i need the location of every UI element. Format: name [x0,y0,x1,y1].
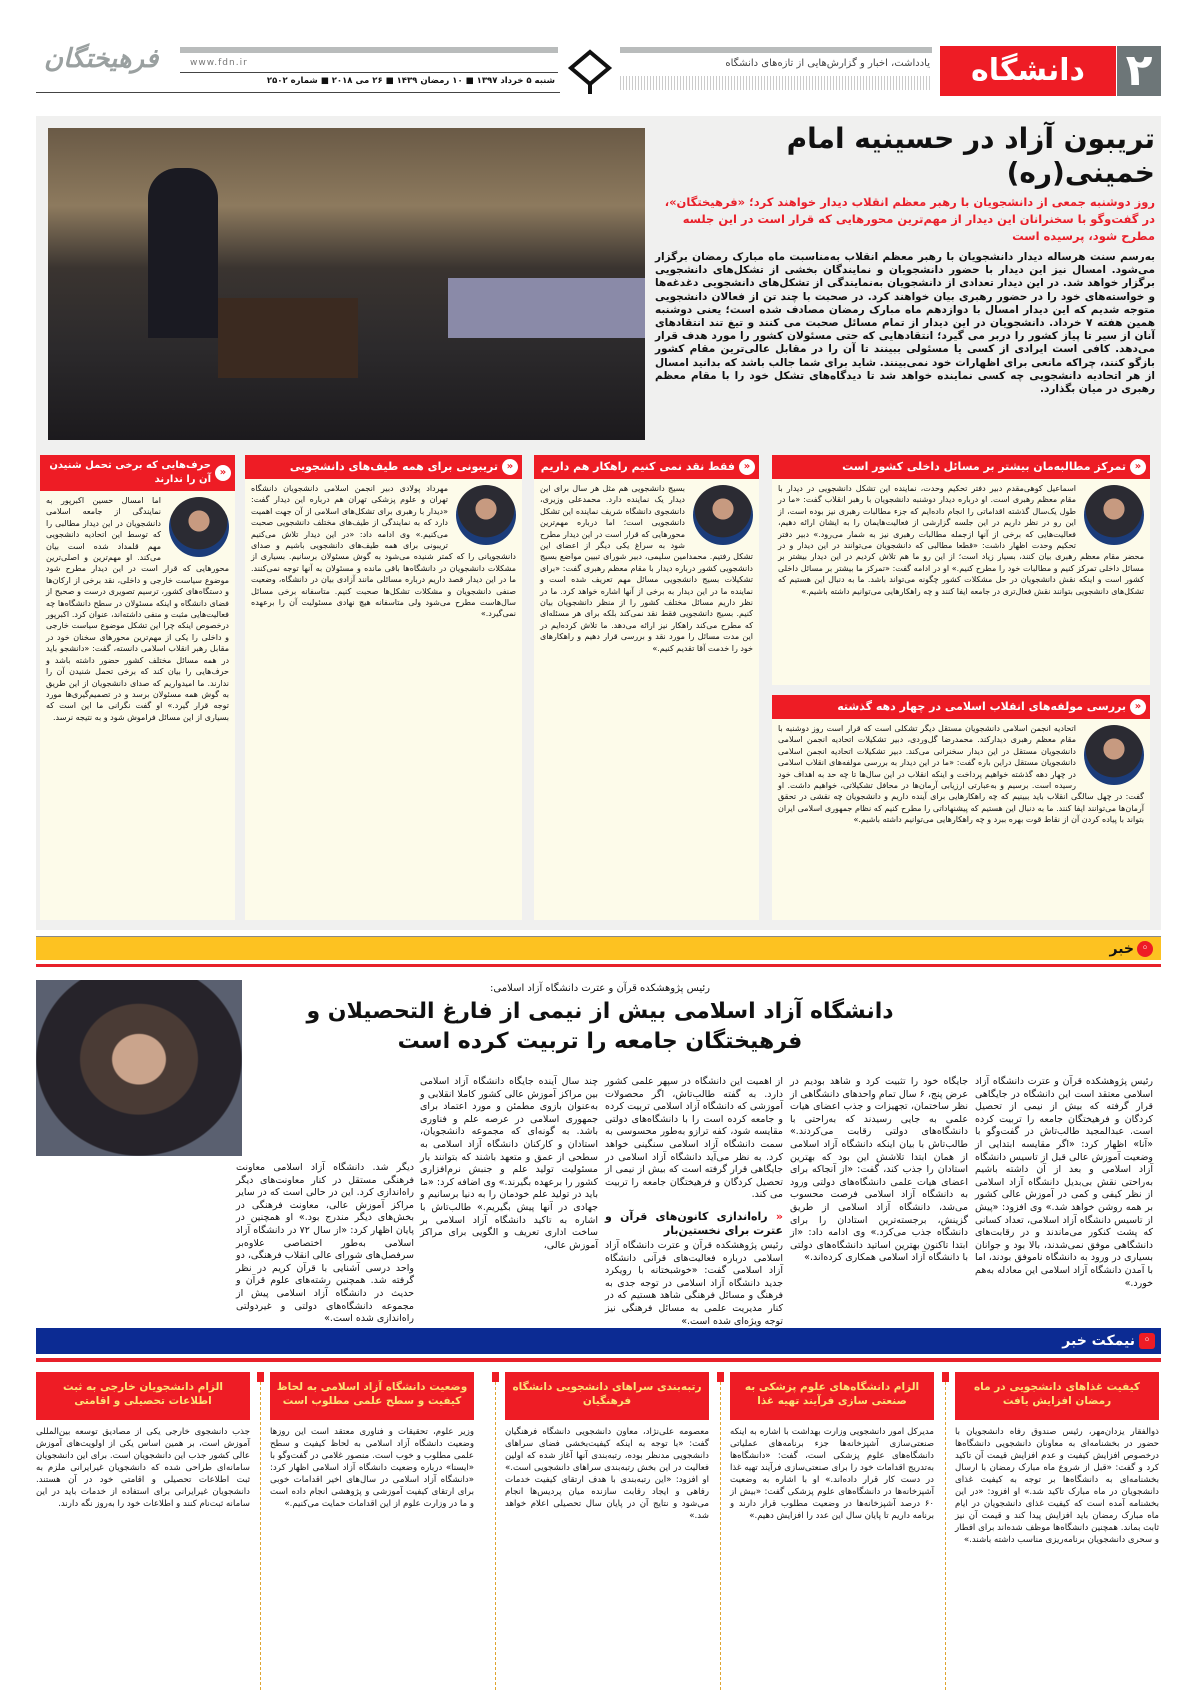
bench-item-body: وزیر علوم، تحقیقات و فناوری معتقد است این روزها وضعیت دانشگاه آزاد اسلامی به لحاظ کیفیت و سطح علمی مطلوب و خوب است. منصور غلامی در گفت‌وگو با «ایسنا» درباره وضعیت دانشگاه آزاد اسلامی اظهار کرد: «دانشگاه آزاد اسلامی در سال‌های اخیر اقدامات خوبی برای ارتقای کیفیت آموزشی و پژوهشی انجام داده است و ما در وزارت علوم از این اقدامات حمایت می‌کنیم.» [270,1427,474,1509]
box-text: اسماعیل کوهی‌مقدم دبیر دفتر تحکیم وحدت، نماینده این تشکل دانشجویی در دیدار با مقام معظم رهبری است. او درباره دیدار دوشنبه دانشجویان با رهبر انقلاب گفت: «ما در طول یک‌سال گذشته اقداماتی را انجام داده‌ایم که جزء مطالبات رهبری نیز بوده است، از این رو در نظر داریم در این جلسه گزارشی از فعالیت‌هایمان را به ایشان ارائه دهیم، فعالیت‌هایی که برخی از آنها ازجمله مطالبات رهبری نیز به شمار می‌رود.» دبیر دفتر تحکیم وحدت اظهار داشت: «قطعا مطالبی که دانشجویان می‌توانند در این دیدار و در محضر مقام معظم رهبری بیان کنند، بسیار زیاد است؛ از این رو ما هم تلاش کردیم در این دیدار بیشتر بر مسائل داخلی تمرکز کنیم و مطالبات خود را مطرح کنیم.» او در ادامه گفت: «تمرکز ما بیشتر بر مسائل داخلی کشور است و اینکه نقش دانشجویان در حل مشکلات کشور چگونه می‌تواند باشد. ما به دنبال این هستیم که تشکل‌های دانشجویی بتوانند نقش فعال‌تری در جامعه ایفا کنند و چه راهکارهایی می‌توانیم داشته باشیم.» [778,484,1144,596]
bench-item-title: الزام دانشگاه‌های علوم پزشکی به صنعتی سازی فرآیند تهیه غذا [730,1372,934,1420]
news-column-text: از اهمیت این دانشگاه در سپهر علمی کشور دارد. به گفته طالب‌تاش، اگر محصولات آموزشی که دانشگاه آزاد اسلامی تربیت کرده و جامعه کرده است را با دانشگاه‌های دولتی مقایسه شود، کفه ترازو به‌طور محسوسی به سمت دانشگاه آزاد اسلامی سنگینی خواهد کرد. به نظر می‌آید دانشگاه آزاد اسلامی در جایگاهی قرار گرفته است که بیش از نیمی از تحصیل کردگان و فرهیختگان جامعه را تربیت می کند. [605,1076,783,1201]
avatar [456,485,516,545]
chevron-icon: « [215,465,231,481]
box-title: تریبونی برای همه طیف‌های دانشجویی [289,460,498,473]
header-underline [36,92,560,93]
section-subtitle: یادداشت، اخبار و گزارش‌هایی از تازه‌های دانشگاه [725,58,930,69]
box-header [245,455,522,479]
stage [448,278,645,338]
box-text: بسیج دانشجویی هم مثل هر سال برای این دیدار یک نماینده دارد. محمدعلی وزیری، دانشجوی دانشگاه شریف نماینده این تشکل دانشجویی است؛ اما درباره مهم‌ترین محورهایی که قرار است در این دیدار مطرح شود به سراغ یکی دیگر از اعضای این تشکل رفتیم. محمدامین سلیمی، دبیر شورای تبیین مواضع بسیج دانشجویی کشور درباره دیدار با مقام معظم رهبری گفت: «برای تشکیلات بسیج دانشجویی مسائل مهم تعریف شده است و نماینده ما در این دیدار به برخی از آنها اشاره خواهد کرد. ما در نظر داریم مسائل مختلف کشور را از منظر دانشجویان بیان کنیم. بسیج دانشجویی فقط نقد نمی‌کند بلکه برای هر مسئله‌ای که مطرح می‌کند راهکار نیز ارائه می‌دهد. ما تلاش کرده‌ایم در این مدت مسائل را مورد نقد و بررسی قرار دهیم و راهکارهای خود را خدمت آقا تقدیم کنیم.» [540,484,753,653]
column-separator [495,1372,496,1690]
box-header [772,695,1150,719]
bench-item-body: معصومه علی‌نژاد، معاون دانشجویی دانشگاه فرهنگیان گفت: «با توجه به اینکه کیفیت‌بخشی فضای سراهای دانشجویی مدنظر بوده، رتبه‌بندی آنها آغاز شده که اولین فعالیت در این بخش رتبه‌بندی سراهای دانشجویی است.» او افزود: «این رتبه‌بندی با هدف ارتقای کیفیت خدمات رفاهی و ایجاد رقابت سازنده میان پردیس‌ها انجام می‌شود و نتایج آن در پایان سال تحصیلی اعلام خواهد شد.» [505,1427,709,1521]
interview-box [772,695,1150,920]
box-body [772,479,1150,601]
news-icon: ◦ [1139,1333,1155,1349]
column-separator [260,1372,261,1690]
news-title: دانشگاه آزاد اسلامی بیش از نیمی از فارغ التحصیلان و فرهیختگان جامعه را تربیت کرده است [306,999,894,1054]
bench-item [36,1372,250,1692]
news-subheading-body: رئیس پژوهشکده قرآن و عترت دانشگاه آزاد اسلامی درباره فعالیت‌های قرآنی دانشگاه آزاد اسلامی گفت: «خوشبختانه با رویکرد جدید دانشگاه آزاد اسلامی در توجه جدی به فرهنگ و مسائل فرهنگی شاهد هستیم که در کنار مدیریت علمی به مسائل فرهنگی نیز توجه ویژه‌ای شده است.» [605,1239,783,1327]
box-header [534,455,759,479]
section-title: دانشگاه [940,46,1116,96]
chevron-icon: « [1130,699,1146,715]
interviewee-photo [36,980,242,1156]
box-title: فقط نقد نمی کنیم راهکار هم داریم [540,460,735,473]
news-column [605,1076,784,1327]
podium [218,298,358,378]
bench-item [730,1372,934,1692]
bench-item-body: جذب دانشجوی خارجی یکی از مصادیق توسعه بین‌المللی آموزش است، بر همین اساس یکی از اولویت‌های آموزش عالی کشور جذب این دانشجویان است. برای این دانشجویان سامانه‌ای طراحی شده که دانشجویان غیرایرانی ملزم به ثبت اطلاعات تحصیلی و اقامتی خود در آن هستند. دانشجویان غیرایرانی برای استفاده از خدمات باید در این سامانه ثبت‌نام کنند و اطلاعات خود را به‌روز نگه دارند. [36,1427,250,1509]
header-hatch [620,76,932,90]
bench-item-title: کیفیت غذاهای دانشجویی در ماه رمضان افزایش یافت [955,1372,1159,1420]
chevron-icon: « [767,1209,784,1223]
interview-box [40,455,235,920]
avatar [1084,725,1144,785]
interview-box [534,455,759,920]
box-title: بررسی مولفه‌های انقلاب اسلامی در چهار دهه گذشته [837,700,1126,713]
interview-box [245,455,522,920]
lead-title: تریبون آزاد در حسینیه امام خمینی(ره) [786,122,1155,189]
site-url[interactable]: www.fdn.ir [190,58,248,68]
bench-news-label [1062,1332,1155,1350]
issue-date: شنبه ۵ خرداد ۱۳۹۷ ■ ۱۰ رمضان ۱۴۳۹ ■ ۲۶ می ۲۰۱۸ ■ شماره ۲۵۰۲ [266,76,555,86]
news-icon: ◦ [1137,941,1153,957]
news-subheading [605,1210,783,1238]
news-bar-label [1109,940,1153,958]
news-column: چند سال آینده جایگاه دانشگاه آزاد اسلامی بین مراکز آموزش عالی کشور کاملا انقلابی و به‌عنوان بازوی مطمئن و مورد اعتماد برای جمهوری اسلامی در عرصه علم و فناوری باشد. به گونه‌ای که مجموعه دانشجویان، استادان و کارکنان دانشگاه آزاد اسلامی به سطحی از عمق و متعهد باشند که بتوانند بار مسئولیت تولید علم و جنبش نرم‌افزاری کشور را برعهده بگیرند.» وی اضافه کرد: «ما باید در تولید علم خودمان را به دنیا برسانیم و جهادی در آنها پیش بگیریم.» طالب‌تاش با اشاره به تاکید دانشگاه آزاد اسلامی بر ساخت اداری تعریف و الگویی برای مراکز آموزش عالی، [420,1076,598,1251]
box-body [772,719,1150,830]
avatar [693,485,753,545]
chevron-icon: « [502,459,518,475]
header-rule-left [180,47,558,53]
bench-item-title: وضعیت دانشگاه آزاد اسلامی به لحاظ کیفیت و سطح علمی مطلوب است [270,1372,474,1420]
header-rule [620,47,932,53]
box-body [534,479,759,658]
news-column: دیگر شد. دانشگاه آزاد اسلامی معاونت فرهنگی مستقل در کنار معاونت‌های دیگر راه‌اندازی کرد. این در حالی است که در سایر مراکز آموزش عالی، معاونت فرهنگی در بخش‌های دیگر مندرج بود.» او همچنین در پایان اظهار کرد: «از سال ۷۲ در دانشگاه آزاد اسلامی به‌طور اختصاصی علاوه‌بر سرفصل‌های شورای عالی انقلاب فرهنگی، دو واحد درسی آشنایی با قرآن کریم در نظر گرفته شد. همچنین رشته‌های علوم قرآن و حدیث در دانشگاه آزاد اسلامی پیش از مجموعه دانشگاه‌های دولتی و غیردولتی راه‌اندازی شده است.» [236,1162,414,1325]
bench-item [955,1372,1159,1692]
news-heading-block [250,982,950,1057]
bench-item-body: مدیرکل امور دانشجویی وزارت بهداشت با اشاره به اینکه صنعتی‌سازی آشپزخانه‌ها جزء برنامه‌های عملیاتی دانشگاه‌های علوم پزشکی است، گفت: «دانشگاه‌ها به‌تدریج اقدامات خود را برای صنعتی‌سازی فرآیند تهیه غذا در دست کار قرار داده‌اند.» او با اشاره به وضعیت آشپزخانه‌ها در دانشگاه‌های علوم پزشکی گفت: «بیش از ۶۰ درصد آشپزخانه‌ها در وضعیت مطلوب قرار دارند و برنامه داریم تا پایان سال این عدد را افزایش دهیم.» [730,1427,934,1521]
bench-item-body: ذوالفقار یزدان‌مهر، رئیس صندوق رفاه دانشجویان با حضور در بخشنامه‌ای به معاونان دانشجویی دانشگاه‌ها درخصوص افزایش کیفیت و عدم افزایش قیمت آن تاکید کرد و گفت: «قبل از شروع ماه مبارک رمضان با ارسال بخشنامه‌ای به دانشگاه‌ها بر توجه به کیفیت غذای دانشجویان در ماه مبارک تاکید شد.» او افزود: «در این بخشنامه آمده است که کیفیت غذای دانشجویان در ایام ماه مبارک رمضان باید افزایش پیدا کند و قیمت آن نیز ثابت بماند. همچنین دانشگاه‌ها موظف شده‌اند برای افطار و سحری دانشجویان برنامه‌ریزی مناسب داشته باشند.» [955,1427,1159,1545]
bench-item-title: رتبه‌بندی سراهای دانشجویی دانشگاه فرهنگیان [505,1372,709,1420]
subheading-text: راه‌اندازی کانون‌های قرآن و عترت برای نخستین‌بار [605,1209,783,1237]
news-kicker: رئیس پژوهشکده قرآن و عترت دانشگاه آزاد اسلامی: [490,983,710,994]
lead-intro: روز دوشنبه جمعی از دانشجویان با رهبر معظم انقلاب دیدار خواهند کرد؛ «فرهیختگان»، در گفت‌وگو با سخنرانان این دیدار از مهم‌ترین محورهایی که قرار است در این جلسه مطرح شود، پرسیده است [664,195,1155,243]
news-column: رئیس پژوهشکده قرآن و عترت دانشگاه آزاد اسلامی معتقد است این دانشگاه در جایگاهی قرار گرفته که بیش از نیمی از تحصیل کردگان و فرهیختگان جامعه را تربیت کرده است. عبدالمجید طالب‌تاش در گفت‌وگو با «آنا» اظهار کرد: «اگر مقایسه ابتدایی از وضعیت آموزش عالی قبل از تاسیس دانشگاه آزاد اسلامی و بعد از آن داشته باشیم به‌راحتی نقش بی‌بدیل دانشگاه آزاد اسلامی از نظر کیفی و کمی در آموزش عالی کشور بر همه روشن خواهد شد.» وی افزود: «پیش از تاسیس دانشگاه آزاد اسلامی، تعداد کسانی که پشت کنکور می‌ماندند و در رقابت‌های دانشگاهی موفق نمی‌شدند، بالا بود و جوانان بسیاری در ورود به دانشگاه ناموفق بودند، اما با آمدن دانشگاه آزاد اسلامی این معادله به‌هم خورد.» [975,1076,1153,1289]
page-number: ۲ [1117,46,1161,96]
speaker-figure [148,168,218,338]
news-label: خبر [1109,941,1134,957]
header-line [180,72,558,73]
box-title: حرف‌هایی که برخی تحمل شنیدن آن را ندارند [49,460,211,485]
bench-item-title: الزام دانشجویان خارجی به ثبت اطلاعات تحصیلی و اقامتی [36,1372,250,1420]
bench-label: نیمکت خبر [1062,1333,1135,1349]
brand-logo: فرهیختگان [44,44,159,74]
bench-item [505,1372,709,1692]
chevron-icon: « [739,459,755,475]
box-text: اتحادیه انجمن اسلامی دانشجویان مستقل دیگر تشکلی است که قرار است روز دوشنبه با مقام معظم رهبری دیدارکند. محمدرضا گل‌وردی، دبیر تشکیلات اتحادیه انجمن اسلامی دانشجویان مستقل در این دیدار سخنرانی می‌کند. دبیر تشکیلات اتحادیه انجمن اسلامی دانشجویان مستقل دراین باره گفت: «ما در این دیدار به بررسی مولفه‌های انقلاب اسلامی در چهار دهه گذشته خواهیم پرداخت و اینکه انقلاب در این سال‌ها تا چه حد به اهداف خود رسیده است. برسیم و به‌عبارتی ارزیابی آرمان‌ها در محافل تشکیلاتی، خواهیم داشت. او گفت: در چهل سالگی انقلاب باید ببینیم که چه راهکارهایی برای آینده داریم و دانشجویان چه نقشی در تحقق آرمان‌ها می‌توانند ایفا کنند. ما به دنبال این هستیم که پیشنهاداتی را مطرح کنیم که نظام جمهوری اسلامی ایران بتواند با پیاده کردن آن از نقاط قوت بهره ببرد و چه راهکارهایی می‌توانیم داشته باشیم.» [778,724,1144,825]
box-header [772,455,1150,479]
box-body [245,479,522,624]
interview-box [772,455,1150,685]
box-text: اما امسال حسین اکبرپور به نمایندگی از جامعه اسلامی دانشجویان در این دیدار مطالبی را که توسط این اتحادیه دانشجویی مهم قلمداد شده است بیان می‌کند. او مهم‌ترین و اصلی‌ترین محورهایی که قرار است در این دیدار مطرح شود موضوع سیاست خارجی و داخلی، نقد برخی از ارکان‌ها و دستگاه‌های کشور، ترسیم تصویری درست و صحیح از فضای دانشگاه و اینکه مسئولان در سطح دانشگاه‌ها چه فعالیت‌هایی مثبت و منفی داشته‌اند، عنوان کرد. اکبرپور درخصوص اینکه چرا این تشکل موضوع سیاست خارجی و داخلی را یکی از مهم‌ترین محورهای سخنان خود در مقابل رهبر انقلاب اسلامی دانسته، گفت: «دانشجو باید در همه مسائل مختلف کشور حضور داشته باشد و حرف‌هایی را بیان کند که برخی تحمل شنیدن آن را ندارند. ما امیدواریم که صدای دانشجویان از این طریق به گوش همه مسئولان برسد و در تصمیم‌گیری‌ها مورد توجه قرار گیرد.» او گفت نگرانی ما این است که بسیاری از این مسائل فراموش شود و به نتیجه نرسد. [46,496,229,722]
lead-photo [48,128,645,440]
divider [36,1358,1161,1362]
box-title: تمرکز مطالبه‌مان بیشتر بر مسائل داخلی کشور است [842,460,1126,473]
news-column: جایگاه خود را تثبیت کرد و شاهد بودیم در عرض پنج، ۶ سال تمام واحدهای دانشگاهی از نظر ساختمان، تجهیزات و جذب اعضای هیات علمی به جایی رسیدند که به‌راحتی با دانشگاه‌های دولتی رقابت می‌کردند.» طالب‌تاش با بیان اینکه دانشگاه آزاد اسلامی از همان ابتدا تلاشش این بود که بهترین استادان را جذب کند، گفت: «از آنجاکه برای اعضای هیات علمی دانشگاه‌های دولتی ورود به دانشگاه آزاد اسلامی فرصت محسوب می‌شد، دانشگاه آزاد اسلامی از طریق گزینش، برجسته‌ترین استادان را برای دانشگاه جذب می‌کرد.» وی ادامه داد: «از ابتدا تاکنون بهترین اساتید دانشگاه‌های دولتی با دانشگاه آزاد اسلامی همکاری کرده‌اند.» [790,1076,968,1264]
box-body [40,491,235,727]
column-separator [720,1372,721,1690]
bench-news-bar [36,1328,1161,1354]
box-text: مهرداد پولادی دبیر انجمن اسلامی دانشجویان دانشگاه تهران و علوم پزشکی تهران هم درباره این دیدار گفت: «دیدار با رهبری برای تشکل‌های اسلامی از آن جهت اهمیت دارد که به نمایندگی از طیف‌های مختلف دانشجویی صحبت می‌کنیم.» وی ادامه داد: «در این دیدار تلاش می‌کنیم تریبونی برای همه طیف‌های دانشجویی باشیم و صدای دانشجویانی را که کمتر شنیده می‌شود به گوش مسئولان برسانیم. بسیاری از مشکلات دانشجویان در دانشگاه‌ها باقی مانده و مسئولان به آنها توجه نمی‌کنند. ما در این دیدار قصد داریم درباره مسائلی مانند آزادی بیان در دانشگاه، وضعیت صنفی دانشجویان و مشکلات تشکل‌ها صحبت کنیم. متاسفانه برخی مسائل سال‌هاست مطرح می‌شود ولی متاسفانه هیچ نهادی مسئولیت آن را برعهده نمی‌گیرد.» [251,484,516,619]
divider [36,964,1161,967]
avatar [1084,485,1144,545]
column-separator [945,1372,946,1690]
news-bar [36,936,1161,960]
bench-item [270,1372,474,1692]
box-header [40,455,235,491]
lead-text-block [655,122,1155,396]
lead-body: به‌رسم سنت هرساله دیدار دانشجویان با رهبر معظم انقلاب به‌مناسبت ماه مبارک رمضان برگزار می‌شود. امسال نیز این دیدار با حضور دانشجویان و نمایندگان بخشی از تشکل‌های دانشجویی برگزار خواهد شد. در این دیدار تعدادی از دانشجویان به‌نمایندگی از تشکل‌های دانشجویی دغدغه‌ها و خواسته‌های خود را در حضور رهبری بیان خواهند کرد. در صحبت با چند تن از فعالان دانشجویی متوجه شدیم که این دیدار امسال با دوازدهم ماه مبارک رمضان مصادف شده است؛ یعنی دوشنبه همین هفته ۷ خرداد. دانشجویان در این دیدار از تمام مسائل صحبت می کنند و تیغ تند انتقادهای آنان از سیر تا پیاز کشور را دربر می گیرد؛ انتقادهایی که حتی مسئولان کشور را مورد هدف قرار می‌دهد. کافی است ایرادی از کسی یا مسئولی ببینند تا آن را در مقابل عالی‌ترین مقام کشور بازگو کنند، چراکه مانعی برای اظهارات خود نمی‌بینند. شاید برای شما جالب باشد که بدانید امسال از هر اتحادیه دانشجویی چه کسی نماینده خواهد شد تا دیدگاه‌های تشکل خود را با مقام معظم رهبری در میان بگذارد. [655,251,1155,396]
newspaper-logo-icon [565,48,615,96]
chevron-icon: « [1130,459,1146,475]
avatar [169,497,229,557]
